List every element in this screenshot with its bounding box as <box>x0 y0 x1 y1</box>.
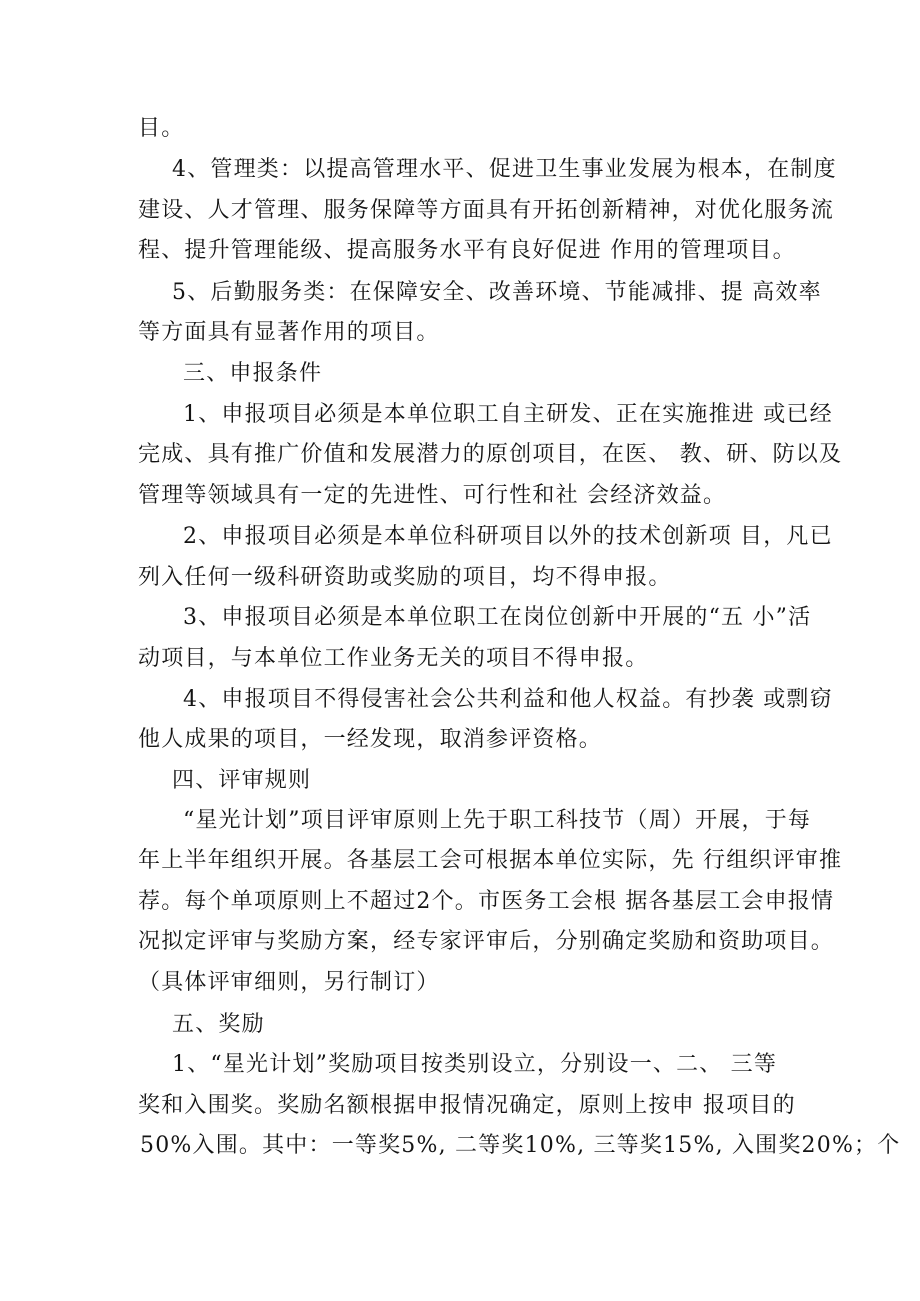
text-line: 奖和入围奖。奖励名额根据申报情况确定，原则上按申 报项目的 <box>138 1093 796 1118</box>
text-line: 目。 <box>138 116 185 141</box>
text-line: 建设、人才管理、服务保障等方面具有开拓创新精神，对优化服务流 <box>138 198 835 223</box>
text-line: 1、“星光计划”奖励项目按类别设立，分别设一、二、 三等 <box>172 1052 778 1077</box>
text-line: 等方面具有显著作用的项目。 <box>138 320 440 345</box>
text-line: 50%入围。其中：一等奖5%, 二等奖10%, 三等奖15%, 入围奖20%；个 <box>140 1133 901 1158</box>
text-line: 1、申报项目必须是本单位职工自主研发、正在实施推进 或已经 <box>183 402 833 427</box>
text-line: 况拟定评审与奖励方案，经专家评审后，分别确定奖励和资助项目。 <box>138 929 835 954</box>
text-line: 列入任何一级科研资助或奖励的项目，均不得申报。 <box>138 565 672 590</box>
text-line: （具体评审细则，另行制订） <box>138 970 440 995</box>
text-line: 动项目，与本单位工作业务无关的项目不得申报。 <box>138 646 649 671</box>
text-line: 荐。每个单项原则上不超过2个。市医务工会根 据各基层工会申报情 <box>138 889 835 914</box>
section-heading: 三、申报条件 <box>183 361 323 386</box>
text-line: 年上半年组织开展。各基层工会可根据本单位实际，先 行组织评审推 <box>138 848 843 873</box>
text-line: 完成、具有推广价值和发展潜力的原创项目，在医、 教、研、防以及 <box>138 442 843 467</box>
text-line: “星光计划”项目评审原则上先于职工科技节（周）开展，于每 <box>183 808 812 833</box>
text-line: 他人成果的项目，一经发现，取消参评资格。 <box>138 727 603 752</box>
text-line: 5、后勤服务类：在保障安全、改善环境、节能减排、提 高效率 <box>172 280 822 305</box>
text-line: 4、申报项目不得侵害社会公共利益和他人权益。有抄袭 或剽窃 <box>183 687 833 712</box>
text-line: 4、管理类：以提高管理水平、促进卫生事业发展为根本，在制度 <box>172 157 837 182</box>
text-line: 2、申报项目必须是本单位科研项目以外的技术创新项 目，凡已 <box>183 524 833 549</box>
section-heading: 五、奖励 <box>172 1012 265 1037</box>
text-line: 3、申报项目必须是本单位职工在岗位创新中开展的“五 小”活 <box>183 605 812 630</box>
section-heading: 四、评审规则 <box>172 768 312 793</box>
text-line: 管理等领域具有一定的先进性、可行性和社 会经济效益。 <box>138 483 727 508</box>
text-line: 程、提升管理能级、提高服务水平有良好促进 作用的管理项目。 <box>138 238 796 263</box>
